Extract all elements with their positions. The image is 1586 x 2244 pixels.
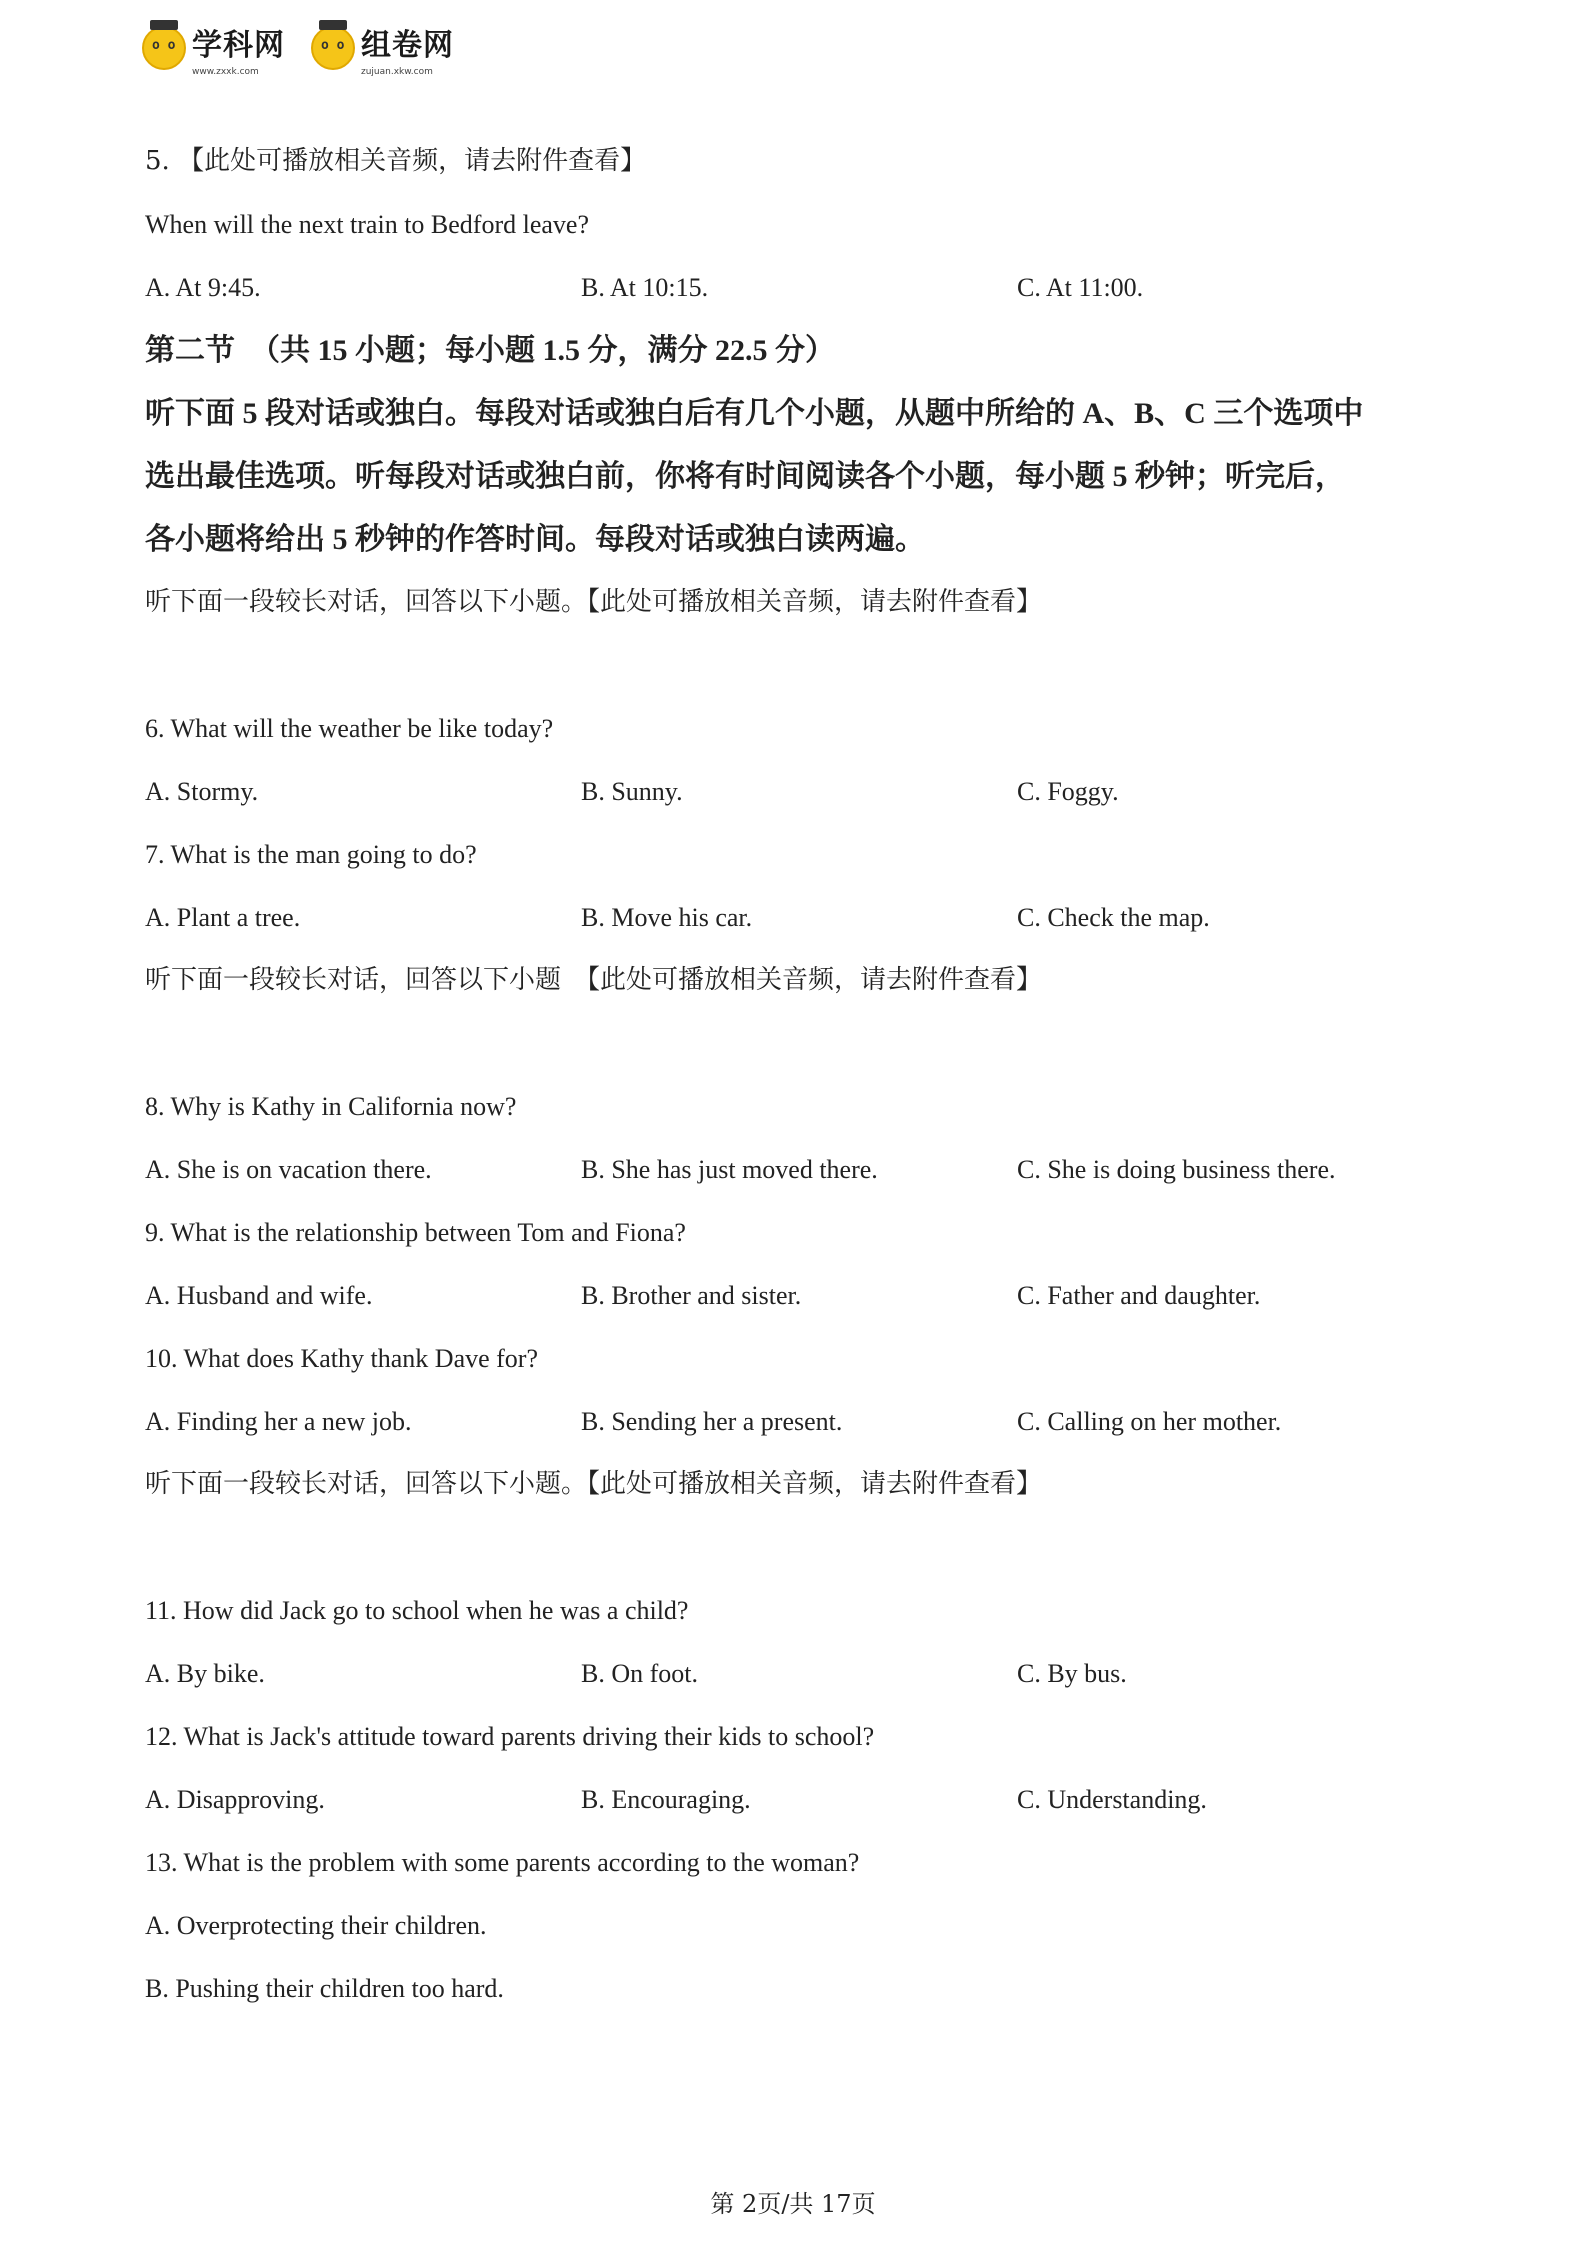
option-a: A. Stormy.	[145, 777, 259, 806]
option-b: B. Sunny.	[581, 777, 683, 806]
option-a: A. Plant a tree.	[145, 903, 301, 932]
option-a: A. By bike.	[145, 1659, 265, 1688]
q9-options	[145, 1264, 1475, 1327]
logo-url: www.zxxk.com	[192, 66, 259, 77]
q6-question: 6. What will the weather be like today?	[145, 714, 554, 743]
q12-options	[145, 1768, 1475, 1831]
section2-instruction-3: 各小题将给出 5 秒钟的作答时间。每段对话或独白读两遍。	[145, 523, 925, 556]
option-b: B. Brother and sister.	[581, 1281, 802, 1310]
q12-question: 12. What is Jack's attitude toward parents driving their kids to school?	[145, 1722, 875, 1751]
option-a: A. Finding her a new job.	[145, 1407, 412, 1436]
option-a: A. She is on vacation there.	[145, 1155, 432, 1184]
section2-title: 第二节 （共 15 小题；每小题 1.5 分，满分 22.5 分）	[145, 334, 835, 367]
option-c: C. At 11:00.	[1017, 273, 1144, 302]
option-a: A. Disapproving.	[145, 1785, 325, 1814]
q6-options	[145, 760, 1475, 823]
option-b: B. She has just moved there.	[581, 1155, 878, 1184]
option-b: B. Move his car.	[581, 903, 753, 932]
q5-audio-note: 5. 【此处可播放相关音频，请去附件查看】	[145, 146, 647, 176]
q13-option-b: B. Pushing their children too hard.	[145, 1974, 504, 2003]
q5-question: When will the next train to Bedford leave?	[145, 210, 590, 239]
option-c: C. Calling on her mother.	[1017, 1407, 1282, 1436]
q9-question: 9. What is the relationship between Tom and Fiona?	[145, 1218, 686, 1247]
q13-option-a: A. Overprotecting their children.	[145, 1911, 487, 1940]
option-c: C. Foggy.	[1017, 777, 1119, 806]
q10-options	[145, 1390, 1475, 1453]
zujuanwang-logo	[311, 20, 454, 77]
section2-instruction-1: 听下面 5 段对话或独白。每段对话或独白后有几个小题，从题中所给的 A、B、C 三个选项中	[145, 397, 1364, 430]
option-c: C. Understanding.	[1017, 1785, 1207, 1814]
page-footer: 第 2页/共 17页	[710, 2190, 876, 2218]
option-c: C. By bus.	[1017, 1659, 1127, 1688]
section2-instruction-2: 选出最佳选项。听每段对话或独白前，你将有时间阅读各个小题，每小题 5 秒钟；听完后，	[145, 460, 1345, 493]
q8-question: 8. Why is Kathy in California now?	[145, 1092, 517, 1121]
q10-question: 10. What does Kathy thank Dave for?	[145, 1344, 539, 1373]
header-logos	[142, 20, 480, 76]
logo-name: 组卷网	[361, 27, 454, 63]
audio-note-group1: 听下面一段较长对话，回答以下小题。【此处可播放相关音频，请去附件查看】	[145, 587, 1043, 617]
q5-options	[145, 256, 1475, 319]
option-a: A. Husband and wife.	[145, 1281, 373, 1310]
audio-note-group3: 听下面一段较长对话，回答以下小题。【此处可播放相关音频，请去附件查看】	[145, 1469, 1043, 1499]
q8-options	[145, 1138, 1475, 1201]
q11-question: 11. How did Jack go to school when he was a child?	[145, 1596, 689, 1625]
logo-name: 学科网	[192, 27, 285, 63]
q7-question: 7. What is the man going to do?	[145, 840, 477, 869]
q13-question: 13. What is the problem with some parents according to the woman?	[145, 1848, 860, 1877]
option-b: B. On foot.	[581, 1659, 698, 1688]
exam-content	[145, 130, 1475, 2020]
option-b: B. At 10:15.	[581, 273, 709, 302]
owl-icon	[311, 26, 355, 70]
option-c: C. Father and daughter.	[1017, 1281, 1261, 1310]
option-b: B. Encouraging.	[581, 1785, 751, 1814]
option-b: B. Sending her a present.	[581, 1407, 843, 1436]
owl-icon	[142, 26, 186, 70]
q11-options	[145, 1642, 1475, 1705]
option-c: C. She is doing business there.	[1017, 1155, 1336, 1184]
xuekewang-logo	[142, 20, 285, 77]
option-a: A. At 9:45.	[145, 273, 261, 302]
audio-note-group2: 听下面一段较长对话，回答以下小题 【此处可播放相关音频，请去附件查看】	[145, 965, 1043, 995]
q7-options	[145, 886, 1475, 949]
option-c: C. Check the map.	[1017, 903, 1210, 932]
logo-url: zujuan.xkw.com	[361, 66, 433, 77]
